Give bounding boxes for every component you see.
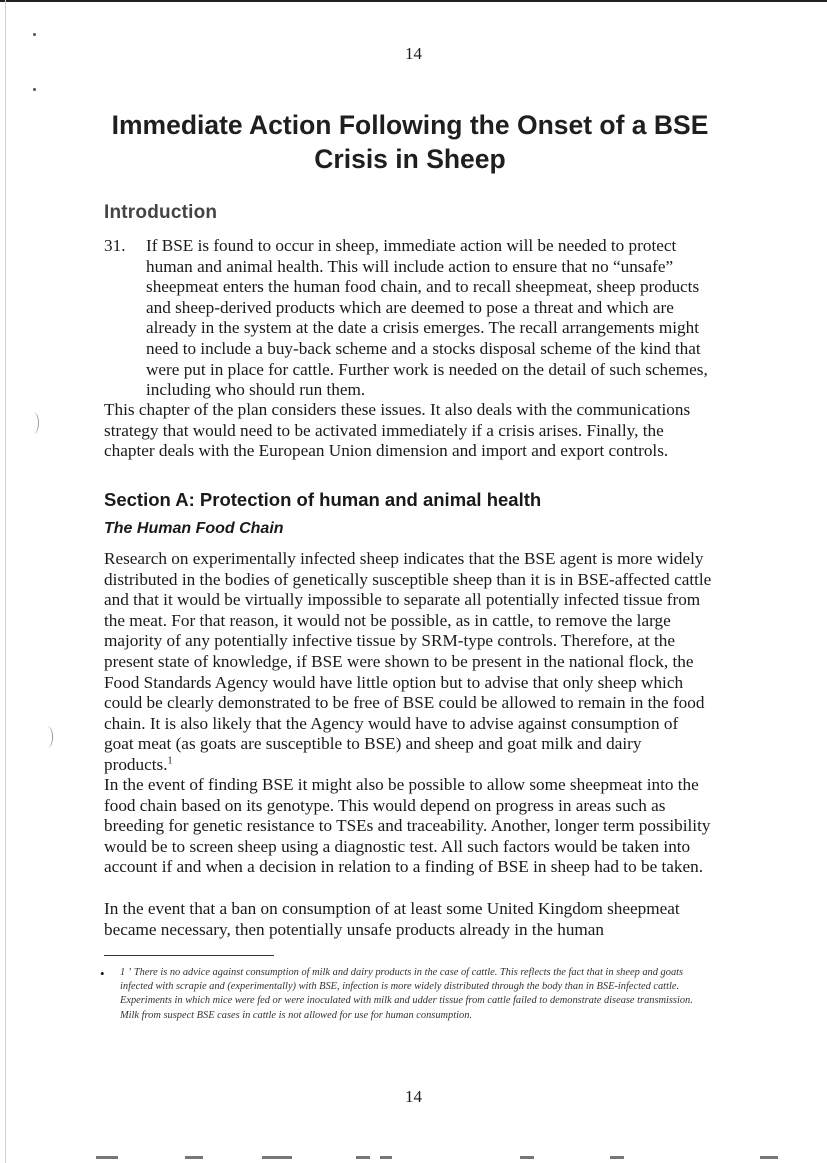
scan-bottom-artifact bbox=[380, 1156, 392, 1159]
page-number-bottom: 14 bbox=[405, 1087, 422, 1106]
footnote-reference: 1 bbox=[167, 755, 173, 767]
scan-bottom-artifact bbox=[185, 1156, 203, 1159]
chapter-title: Immediate Action Following the Onset of a BSE Crisis in Sheep bbox=[111, 110, 709, 174]
page-number-top: 14 bbox=[405, 44, 422, 63]
scan-left-edge bbox=[5, 0, 6, 1163]
scan-bottom-artifact bbox=[262, 1156, 292, 1159]
scan-bottom-artifact bbox=[760, 1156, 778, 1159]
genotype-paragraph: In the event of finding BSE it might also be possible to allow some sheepmeat into the food chain based on its genotype. This would depend on progress in areas such as breeding for genetic resistance to TSEs and traceability. Another, longer term possibility would be to screen sheep using a diagnostic test. All such factors would be taken into account if and when a decision in relation to a finding of BSE in sheep had to be taken. bbox=[104, 775, 711, 877]
scan-speck bbox=[33, 88, 36, 91]
scan-bottom-artifact bbox=[520, 1156, 534, 1159]
footnote-rule bbox=[104, 955, 274, 956]
scan-bottom-artifact bbox=[356, 1156, 370, 1159]
research-paragraph-text: Research on experimentally infected sheep indicates that the BSE agent is more widely distributed in the bodies of genetically susceptible sheep than it is in BSE-affected cattle and that it would be virtually impossible to separate all potentially infected tissue from the meat. For that reason, it would not be possible, as in cattle, to remove the large majority of any potentially infective tissue by SRM-type controls. Therefore, at the present state of knowledge, if BSE were shown to be present in the national flock, the Food Standards Agency would have little option but to advise that only sheep which could be clearly demonstrated to be free of BSE could be allowed to remain in the food chain. It is also likely that the Agency would have to advise against consumption of goat meat (as goats are susceptible to BSE) and sheep and goat milk and dairy products. bbox=[104, 549, 712, 774]
scan-bottom-artifact bbox=[96, 1156, 118, 1159]
scan-top-edge bbox=[0, 0, 827, 2]
footnote-marker: 1 ʼ bbox=[120, 967, 132, 978]
footnote-bullet: • bbox=[100, 966, 105, 981]
scan-bottom-artifact bbox=[610, 1156, 624, 1159]
footnote-text: There is no advice against consumption of milk and dairy products in the case of cattle. This reflects the fact that in sheep and goats infected with scrapie and (experimentally) with BSE, infection is more widely distributed through the body than in BSE-infected cattle. Experiments in which mice were fed or were inoculated with milk and udder tissue from cattle failed to demonstrate disease transmission. Milk from suspect BSE cases in cattle is not allowed for use for human consumption. bbox=[120, 967, 693, 1021]
human-food-chain-subheading: The Human Food Chain bbox=[104, 520, 284, 537]
scan-speck bbox=[33, 33, 36, 36]
introduction-heading: Introduction bbox=[104, 202, 218, 223]
paragraph-number: 31. bbox=[104, 236, 126, 255]
research-paragraph bbox=[104, 549, 712, 776]
scan-margin-mark bbox=[28, 412, 39, 434]
sheepmeat-ban-paragraph: In the event that a ban on consumption of at least some United Kingdom sheepmeat became necessary, then potentially unsafe products already in the human bbox=[104, 899, 680, 939]
footnote bbox=[120, 966, 712, 1023]
section-a-heading: Section A: Protection of human and animal health bbox=[104, 489, 542, 510]
scan-margin-mark bbox=[42, 726, 53, 748]
paragraph-31: If BSE is found to occur in sheep, immediate action will be needed to protect human and animal health. This will include action to ensure that no “unsafe” sheepmeat enters the human food chain, and to recall sheepmeat, sheep products and sheep-derived products which are deemed to pose a threat and which are already in the system at the date a crisis emerges. The recall arrangements might need to include a buy-back scheme and a stocks disposal scheme of the kind that were put in place for cattle. Further work is needed on the detail of such schemes, including who should run them. bbox=[146, 236, 708, 400]
chapter-overview-paragraph: This chapter of the plan considers these issues. It also deals with the communications strategy that would need to be activated immediately if a crisis arises. Finally, the chapter deals with the European Union dimension and import and export controls. bbox=[104, 400, 691, 461]
